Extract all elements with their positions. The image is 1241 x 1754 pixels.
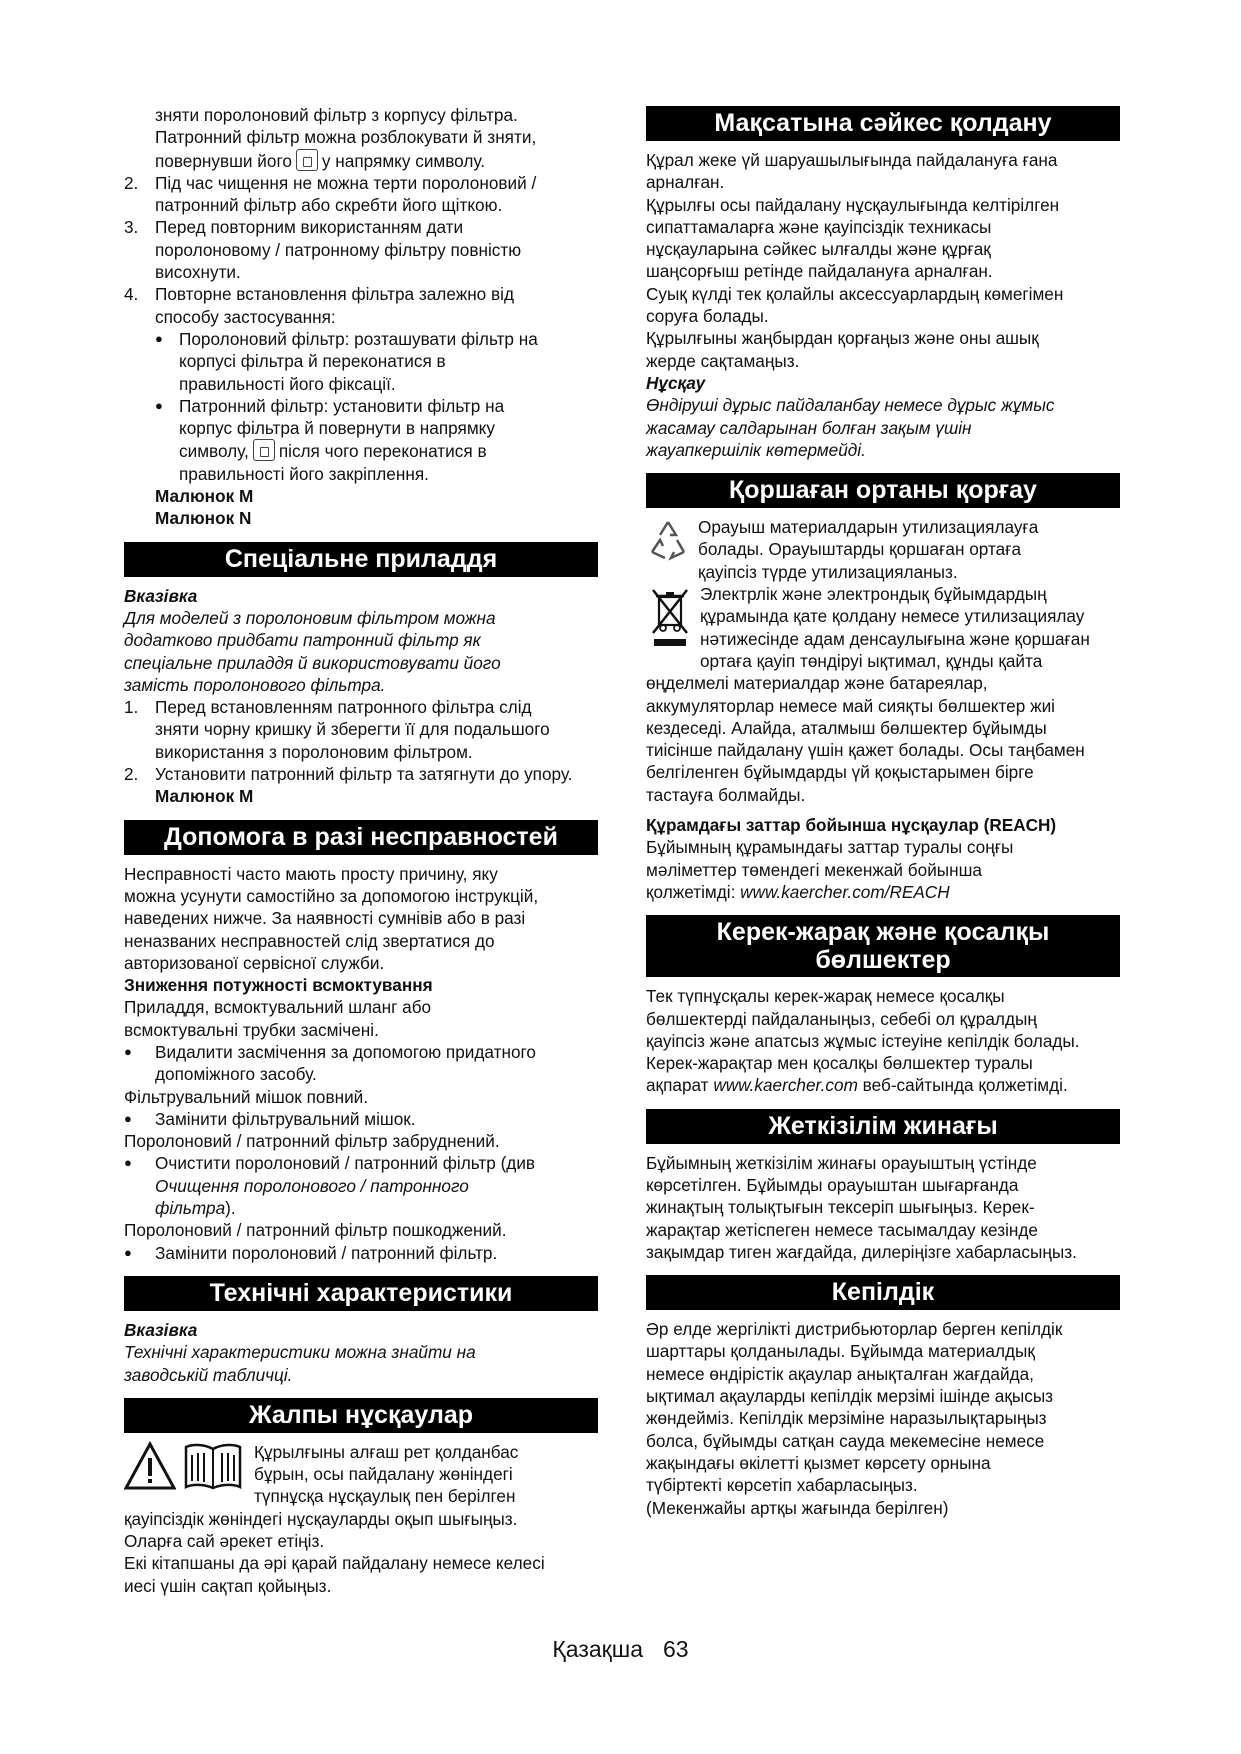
bullet-icon: ●	[124, 1043, 132, 1059]
cross-reference[interactable]: Очищення поролонового / патронного	[155, 1175, 469, 1196]
page-footer	[0, 1636, 1241, 1663]
subheading: Зниження потужності всмоктування	[124, 975, 433, 996]
list-item: 1. Перед встановленням патронного фільтра слід зняти чорну кришку й зберегти її для подальшого використання з поролоновим фільтром.	[124, 697, 550, 762]
bullet-icon: ●	[124, 1110, 132, 1126]
warning-triangle-icon	[124, 1441, 176, 1491]
list-item: 3. Перед повторним використанням дати поролоновому / патронному фільтру повністю висохнути.	[124, 217, 522, 283]
unlock-symbol-icon	[296, 149, 318, 171]
note-label: Нұсқау	[646, 372, 706, 393]
bullet-icon: ●	[124, 1244, 132, 1260]
weee-block: Электрлік және электрондық бұйымдардың құрамында қате қолдану немесе утилизациялау нәтижесінде адам денсаулығына және қоршаған ортаға қауіп төндіруі ықтимал, құнды қайта	[646, 583, 1120, 672]
bullet-item: ● Патронний фільтр: установити фільтр на корпус фільтра й повернути в напрямку символу, після чого переконатися в правильності його закріплення.	[155, 395, 505, 484]
recycle-block: Орауыш материалдарын утилизациялауға болады. Орауыштарды қоршаған ортаға қауіпсіз түрде утилизацияланыз.	[646, 516, 1120, 583]
section-heading: Керек-жарақ және қосалқы бөлшектер	[646, 915, 1120, 977]
text-line: зняти поролоновий фільтр з корпусу фільтра.	[155, 105, 518, 125]
page-number: 63	[662, 1636, 689, 1662]
text-line: Патронний фільтр можна розблокувати й зняти,	[155, 127, 537, 148]
bullet-item: ● Замінити фільтрувальний мішок.	[124, 1108, 416, 1129]
website-link[interactable]: www.kaercher.com	[713, 1075, 858, 1096]
section-heading: Жеткізілім жинағы	[646, 1109, 1120, 1144]
figure-ref: Малюнок M	[155, 786, 254, 807]
section-heading: Кепілдік	[646, 1275, 1120, 1310]
section-heading: Допомога в разі несправностей	[124, 820, 598, 855]
section-heading: Қоршаған ортаны қорғау	[646, 473, 1120, 508]
lock-symbol-icon	[253, 439, 275, 461]
manual-book-icon	[182, 1441, 244, 1491]
recycle-icon	[646, 518, 690, 562]
note-label: Вказівка	[124, 1319, 198, 1340]
right-column: Мақсатына сәйкес қолдану Құрал жеке үй шаруашылығында пайдалануға ғана арналған. Құрылғы осы пайдалану нұсқаулығында келтірілген сипаттамаларға және қауіпсіздік техникасы нұсқауларына сәйкес ылғалды және құрғақ шаңсорғыш ретінде пайдалануға арналған. Суық күлді тек қолайлы аксессуарлардың көмегімен соруға болады. Құрылғыны жаңбырдан қорғаңыз және оны ашық жерде сақтамаңыз. Нұсқау Өндіруші дұрыс пайдаланбау немесе дұрыс жұмыс жасамау салдарынан болған зақым үшін жауапкершілік көтермейді. Қоршаған ортаны қорғау Орауыш материалдарын утилизациялауға болады. Орауыштарды қоршаған ортаға қауіпсіз түрде утилизацияланыз. Электрлік және электрондық бұйымдардың құрамында қате қолдану немесе утилизациялау нәтижесінде адам денсаулығына және қоршаған ортаға қауіп төндіруі ықтимал, құнды қайта өңделмелі материалдар және батареялар, аккумуляторлар немесе май сияқты бөлшектер жиі кездеседі. Алайда, аталмыш бөлшектер бұйымды тиісінше пайдалану үшін қажет болады. Осы таңбамен белгіленген бұйымдарды үй қоқыстарымен бірге тастауға болмайды. Құрамдағы заттар бойынша нұсқаулар (REACH) Бұйымның құрамындағы заттар туралы соңғы мәліметтер төмендегі мекенжай бойынша қолжетімді: www.kaercher.com/REACH Керек-жарақ және қосалқы бөлшектер Тек түпнұсқалы керек-жарақ немесе қосалқы бөлшектерді пайдаланыңыз, себебі ол құралдың қауіпсіз және апатсыз жұмыс істеуіне кепілдік болады. Керек-жарақтар мен қосалқы бөлшектер туралы ақпарат www.kaercher.com веб-сайтында қолжетімді. Жеткізілім жинағы Бұйымның жеткізілім жинағы орауыштың үстінде көрсетілген. Бұйымды орауыштан шығарғанда жинақтың толықтығын тексеріп шығыңыз. Керек- жарақтар жетіспеген немесе тасымалдау кезінде зақымдар тиген жағдайда, дилеріңізге хабарласыңыз. Кепілдік Әр елде жергілікті дистрибьюторлар берген кепілдік шарттары қолданылады. Бұйымда материалдық немесе өндірістік ақаулар анықталған жағдайда, ықтимал ақауларды кепілдік мерзімі ішінде ақысыз жөндейміз. Кепілдік мерзіміне наразылықтарыңыз болса, бұйымды сатқан сауда мекемесіне немесе жақындағы өкілетті қызмет көрсету орнына түбіртекті көрсетіп хабарласыңыз. (Мекенжайы артқы жағында берілген)	[646, 104, 1120, 1519]
footer-language: Қазақша	[552, 1636, 643, 1662]
bullet-icon: ●	[124, 1155, 132, 1171]
section-heading: Спеціальне приладдя	[124, 542, 598, 577]
list-item: 2. Установити патронний фільтр та затягнути до упору.	[124, 764, 573, 785]
figure-ref: Малюнок M	[155, 486, 254, 507]
warning-block: Құрылғыны алғаш рет қолданбас бұрын, осы пайдалану жөніндегі түпнұсқа нұсқаулық пен берілген	[124, 1441, 598, 1508]
bullet-icon: ●	[155, 330, 163, 346]
note-label: Вказівка	[124, 585, 198, 606]
section-heading: Технічні характеристики	[124, 1276, 598, 1311]
bullet-item: ● Поролоновий фільтр: розташувати фільтр на корпусі фільтра й переконатися в правильності його фіксації.	[155, 328, 538, 394]
bullet-item: ● Очистити поролоновий / патронний фільтр (див Очищення поролонового / патронного фільтра).	[124, 1152, 598, 1219]
section-heading: Жалпы нұсқаулар	[124, 1398, 598, 1433]
bullet-item: ● Видалити засмічення за допомогою придатного допоміжного засобу.	[124, 1041, 536, 1085]
subheading: Құрамдағы заттар бойынша нұсқаулар (REACH)	[646, 815, 1057, 836]
crossed-bin-icon	[650, 587, 690, 649]
text-line: повернувши його у напрямку символу.	[155, 150, 486, 171]
bullet-icon: ●	[155, 397, 163, 413]
figure-ref: Малюнок N	[155, 508, 252, 529]
bullet-item: ● Замінити поролоновий / патронний фільтр.	[124, 1242, 498, 1263]
list-item: 4. Повторне встановлення фільтра залежно від способу застосування:	[124, 284, 514, 327]
cross-reference[interactable]: фільтра	[155, 1198, 226, 1219]
left-column: зняти поролоновий фільтр з корпусу фільтра. Патронний фільтр можна розблокувати й зняти, повернувши його у напрямку символу. 2. Під час чищення не можна терти поролоновий / патронний фільтр або скребти його щіткою. 3. Перед повторним використанням дати поролоновому / патронному фільтру повністю висохнути. 4. Повторне встановлення фільтра залежно від способу застосування: ● Поролоновий фільтр: розташувати фільтр на корпусі фільтра й переконатися в правильності його фіксації. ● Патронний фільтр: установити фільтр на корпус фільтра й повернути в напрямку символу, після чого переконатися в правильності його закріплення. Малюнок M Малюнок N Спеціальне приладдя Вказівка Для моделей з поролоновим фільтром можна додатково придбати патронний фільтр як спеціальне приладдя й використовувати його замість поролонового фільтра. 1. Перед встановленням патронного фільтра слід зняти чорну кришку й зберегти її для подальшого використання з поролоновим фільтром. 2. Установити патронний фільтр та затягнути до упору. Малюнок M Допомога в разі несправностей Несправності часто мають просту причину, яку можна усунути самостійно за допомогою інструкцій, наведених нижче. За наявності сумнівів або в разі неназваних несправностей слід звертатися до авторизованої сервісної служби. Зниження потужності всмоктування Приладдя, всмоктувальний шланг або всмоктувальні трубки засмічені. ● Видалити засмічення за допомогою придатного допоміжного засобу. Фільтрувальний мішок повний. ● Замінити фільтрувальний мішок. Поролоновий / патронний фільтр забруднений. ● Очистити поролоновий / патронний фільтр (див Очищення поролонового / патронного фільтра). Поролоновий / патронний фільтр пошкоджений. ● Замінити поролоновий / патронний фільтр. Технічні характеристики Вказівка Технічні характеристики можна знайти на заводській табличці. Жалпы нұсқаулар Құрылғыны алғаш рет қолданбас бұрын, осы пайдалану жөніндегі түпнұсқа нұсқаулық пен берілген қауіпсіздік жөніндегі нұсқауларды оқып шығыңыз. Оларға сай әрекет етіңіз. Екі кітапшаны да әрі қарай пайдалану немесе келесі иесі үшін сақтап қойыңыз.	[124, 104, 598, 1597]
reach-link[interactable]: www.kaercher.com/REACH	[740, 881, 950, 902]
section-heading: Мақсатына сәйкес қолдану	[646, 106, 1120, 141]
list-item: 2. Під час чищення не можна терти поролоновий / патронний фільтр або скребти його щіткою.	[124, 172, 537, 216]
